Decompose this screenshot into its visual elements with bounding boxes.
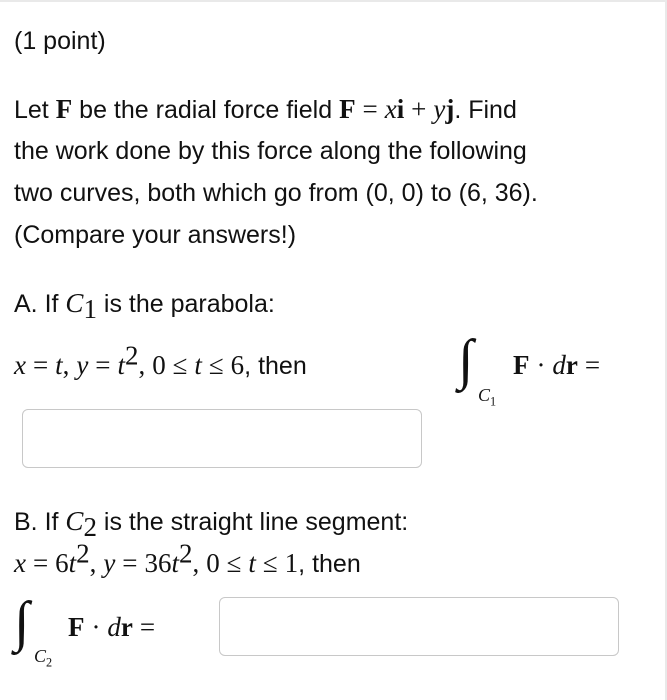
b-eq2: = <box>122 548 138 578</box>
b-le1: ≤ <box>226 548 242 578</box>
b-le2: ≤ <box>262 548 278 578</box>
part-b-integrand <box>68 612 155 643</box>
part-a-description: is the parabola: <box>103 290 275 318</box>
int-a-c-sub: 1 <box>490 394 497 409</box>
b-comma2: , <box>192 548 200 578</box>
a-t1: t <box>55 350 63 380</box>
equals-sign: = <box>362 94 378 124</box>
intro-line-3 <box>14 178 538 208</box>
b-r: r <box>120 612 133 642</box>
curve-c1-subscript: 1 <box>83 294 97 324</box>
b-y: y <box>103 548 116 578</box>
a-eq2: = <box>95 350 111 380</box>
int-b-c: C <box>34 646 47 666</box>
part-a-heading <box>14 288 275 324</box>
b-x: x <box>14 548 26 578</box>
b-equals: = <box>139 612 156 642</box>
intro-text-4: (Compare your answers!) <box>14 221 297 249</box>
b-t2: t <box>171 548 179 578</box>
a-le2: ≤ <box>208 350 224 380</box>
b-exp2: 2 <box>178 538 193 569</box>
b-d: d <box>107 612 121 642</box>
let-text: Let <box>14 96 49 124</box>
plus-sign: + <box>411 94 427 124</box>
part-a-lead: A. If <box>14 290 59 318</box>
a-le1: ≤ <box>172 350 188 380</box>
part-b-description: is the straight line segment: <box>103 508 409 536</box>
part-b-parametrization <box>14 538 361 579</box>
intro-text-2: the work done by this force along the following <box>14 137 527 165</box>
b-t3: t <box>248 548 256 578</box>
a-d: d <box>552 350 566 380</box>
points-label <box>14 26 106 56</box>
integral-subscript-b <box>34 646 53 670</box>
b-eq1: = <box>32 548 49 578</box>
a-t3: t <box>194 350 202 380</box>
b-range-lo: 0 <box>206 548 220 578</box>
part-b-lead: B. If <box>14 508 59 536</box>
int-b-c-sub: 2 <box>46 655 53 670</box>
y-var: y <box>433 94 446 124</box>
b-comma1: , <box>89 548 97 578</box>
b-coef-x: 6 <box>55 548 69 578</box>
b-range-hi: 1 <box>284 548 299 578</box>
intro-line-4 <box>14 220 296 250</box>
a-comma1: , <box>62 350 70 380</box>
part-a-integrand <box>513 350 600 381</box>
top-border <box>0 0 667 2</box>
answer-input-a[interactable] <box>22 409 422 468</box>
a-x: x <box>14 350 26 380</box>
force-symbol: F <box>55 94 73 124</box>
force-symbol-2: F <box>339 94 356 124</box>
b-then: , then <box>298 550 361 578</box>
b-coef-y: 36 <box>144 548 172 578</box>
integral-sign-a: ∫ <box>458 329 474 391</box>
intro-text-3: two curves, both which go from (0, 0) to (6, 36). <box>14 179 538 207</box>
j-unit: j <box>445 94 455 124</box>
points-text: (1 point) <box>14 27 106 55</box>
a-comma2: , <box>138 350 146 380</box>
curve-c2-subscript: 2 <box>83 512 97 542</box>
i-unit: i <box>396 94 405 124</box>
a-range-hi: 6 <box>230 350 245 380</box>
b-F: F <box>68 612 85 642</box>
curve-c1-symbol: C <box>65 288 84 318</box>
a-dot: · <box>536 350 546 380</box>
integral-sign-b: ∫ <box>14 591 30 653</box>
b-t1: t <box>68 548 77 578</box>
b-exp1: 2 <box>76 538 90 569</box>
intro-description: be the radial force field <box>79 96 333 124</box>
x-var: x <box>384 94 397 124</box>
b-dot: · <box>91 612 101 642</box>
find-text: . Find <box>454 96 517 124</box>
a-F: F <box>513 350 530 380</box>
a-equals: = <box>584 350 601 380</box>
a-y: y <box>76 350 89 380</box>
intro-line-2 <box>14 136 527 166</box>
a-then: , then <box>244 352 307 380</box>
a-r: r <box>565 350 578 380</box>
answer-input-b[interactable] <box>219 597 619 656</box>
a-exp2: 2 <box>124 340 139 371</box>
a-t2: t <box>117 350 125 380</box>
part-a-parametrization <box>14 340 307 381</box>
a-range-lo: 0 <box>152 350 166 380</box>
part-b-heading <box>14 506 409 542</box>
a-eq1: = <box>32 350 49 380</box>
int-a-c: C <box>478 385 491 405</box>
curve-c2-symbol: C <box>65 506 84 536</box>
integral-subscript-a <box>478 385 497 409</box>
intro-line-1 <box>14 94 517 125</box>
